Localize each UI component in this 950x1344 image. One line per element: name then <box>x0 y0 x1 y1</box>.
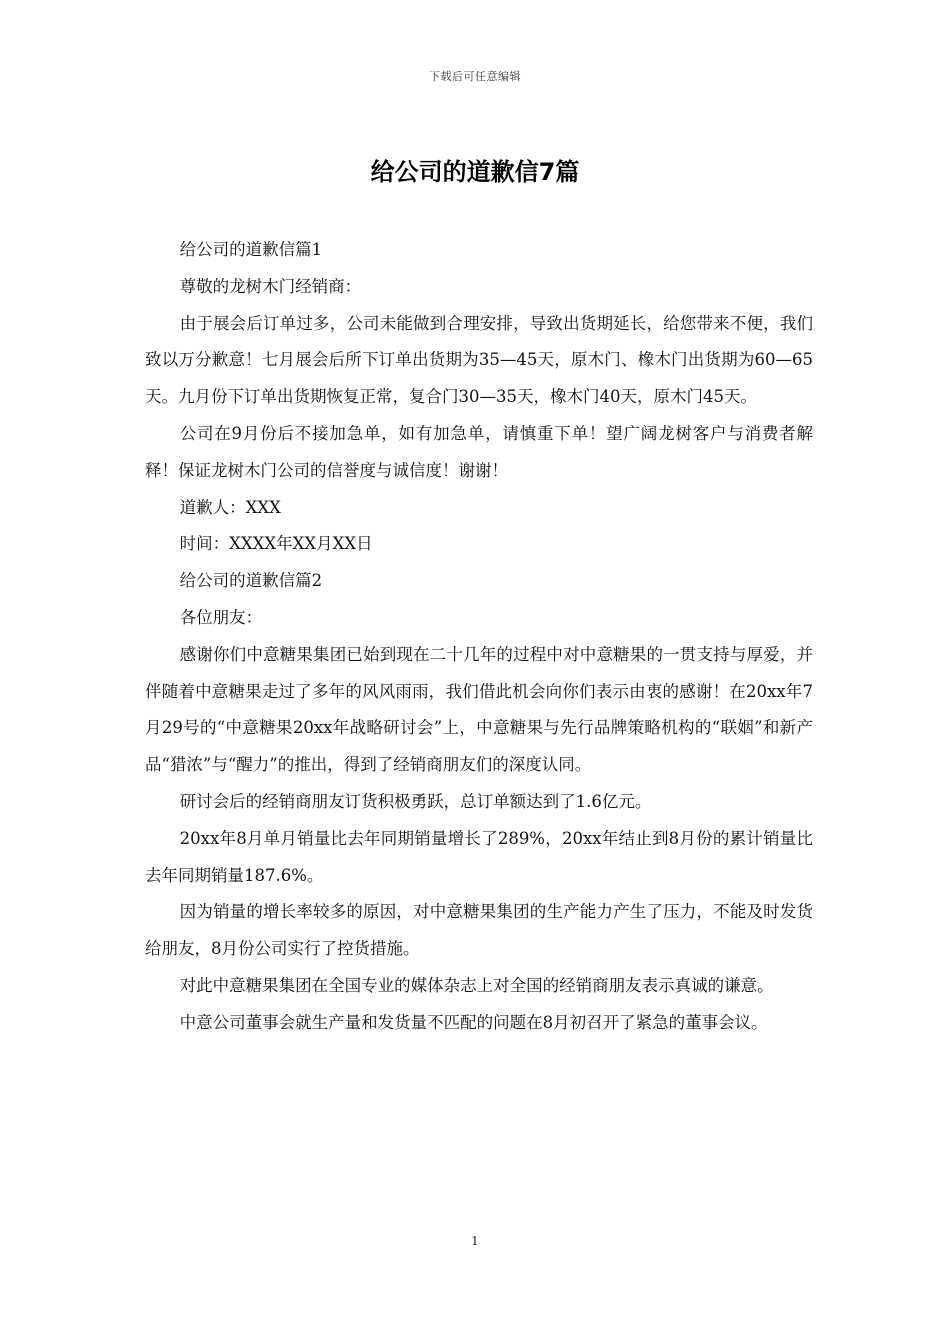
paragraph-signer: 道歉人：XXX <box>179 497 281 517</box>
paragraph-no-rush-orders: 公司在9月份后不接加急单，如有加急单，请慎重下单！望广阔龙树客户与消费者解释！保证龙树木门公司的信誉度与诚信度！谢谢！ <box>145 423 813 480</box>
document-title: 给公司的道歉信7篇 <box>370 158 580 186</box>
paragraph-board-meeting: 中意公司董事会就生产量和发货量不匹配的问题在8月初召开了紧急的董事会议。 <box>179 1012 768 1032</box>
header-note: 下载后可任意编辑 <box>429 70 521 83</box>
paragraph-salutation-1: 尊敬的龙树木门经销商： <box>179 276 362 296</box>
page-number: 1 <box>471 1234 479 1248</box>
paragraph-thanks: 感谢你们中意糖果集团已始到现在二十几年的过程中对中意糖果的一贯支持与厚爱，并伴随着中意糖果走过了多年的风风雨雨，我们借此机会向你们表示由衷的感谢！在20xx年7月29号的“中意糖果20xx年战略研讨会”上，中意糖果与先行品牌策略机构的“联姻”和新产品“猎浓”与“醒力”的推出，得到了经销商朋友们的深度认同。 <box>145 644 813 775</box>
document-body <box>145 232 813 1042</box>
paragraph-letter2-heading: 给公司的道歉信篇2 <box>179 571 323 591</box>
paragraph-salutation-2: 各位朋友： <box>179 607 263 627</box>
paragraph-delivery-delay: 由于展会后订单过多，公司未能做到合理安排，导致出货期延长，给您带来不便，我们致以万分歉意！七月展会后所下订单出货期为35—45天，原木门、橡木门出货期为60—65天。九月份下订单出货期恢复正常，复合门30—35天，橡木门40天，原木门45天。 <box>145 313 813 407</box>
paragraph-date: 时间：XXXX年XX月XX日 <box>179 534 373 554</box>
paragraph-sales-growth: 20xx年8月单月销量比去年同期销量增长了289%，20xx年结止到8月份的累计销量比去年同期销量187.6%。 <box>145 828 813 885</box>
paragraph-orders: 研讨会后的经销商朋友订货积极勇跃，总订单额达到了1.6亿元。 <box>179 791 652 811</box>
paragraph-letter1-heading: 给公司的道歉信篇1 <box>179 240 323 259</box>
paragraph-apology: 对此中意糖果集团在全国专业的媒体杂志上对全国的经销商朋友表示真诚的谦意。 <box>179 975 774 995</box>
paragraph-capacity: 因为销量的增长率较多的原因，对中意糖果集团的生产能力产生了压力，不能及时发货给朋友，8月份公司实行了控货措施。 <box>145 902 813 959</box>
